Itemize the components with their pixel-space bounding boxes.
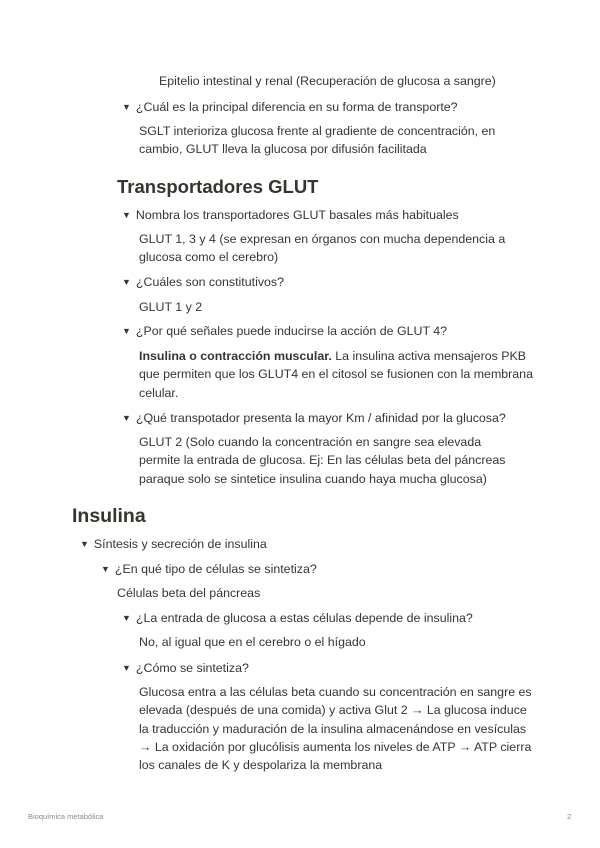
- triangle-down-icon[interactable]: ▼: [122, 326, 131, 336]
- answer-basales: GLUT 1, 3 y 4 (se expresan en órganos con mucha dependencia a glucosa como el cerebro): [139, 232, 506, 265]
- question-celulas: ¿En qué tipo de células se sintetiza?: [114, 562, 317, 576]
- answer-celulas: Células beta del páncreas: [117, 586, 261, 600]
- toggle-diferencia[interactable]: [122, 98, 458, 117]
- answer-como: Glucosa entra a las células beta cuando su concentración en sangre es elevada (después de una comida) y activa Glut 2 → La glucosa induce la traducción y maduración de la insulina almacenándose en vesículas → La oxidación por glucólisis aumenta los niveles de ATP → ATP cierra los canales de K y despolariza la membrana: [139, 685, 532, 773]
- triangle-down-icon[interactable]: ▼: [122, 210, 131, 220]
- answer-senales-rest: La insulina activa mensajeros PKB que permiten que los GLUT4 en el citosol se fusionen con la membrana celular.: [139, 349, 533, 400]
- triangle-down-icon[interactable]: ▼: [122, 102, 131, 112]
- question-diferencia: ¿Cuál es la principal diferencia en su forma de transporte?: [135, 100, 458, 114]
- answer-constitutivos: GLUT 1 y 2: [139, 300, 203, 314]
- toggle-sintesis[interactable]: [80, 535, 267, 554]
- toggle-senales[interactable]: [122, 322, 447, 341]
- text-epitelio: Epitelio intestinal y renal (Recuperación de glucosa a sangre): [159, 74, 496, 88]
- triangle-down-icon[interactable]: ▼: [80, 539, 89, 549]
- toggle-km[interactable]: [122, 409, 506, 428]
- answer-km: GLUT 2 (Solo cuando la concentración en sangre sea elevada permite la entrada de glucosa. Ej: En las células beta del páncreas paraque solo se sintetice insulina cuando haya mucha glucosa): [139, 435, 506, 486]
- triangle-down-icon[interactable]: ▼: [122, 613, 131, 623]
- answer-depende: No, al igual que en el cerebro o el hígado: [139, 635, 366, 649]
- footer-page-number: 2: [567, 812, 572, 821]
- question-basales: Nombra los transportadores GLUT basales más habituales: [135, 208, 459, 222]
- triangle-down-icon[interactable]: ▼: [122, 277, 131, 287]
- answer-senales-bold: Insulina o contracción muscular.: [139, 349, 332, 363]
- question-como: ¿Cómo se sintetiza?: [135, 661, 249, 675]
- toggle-celulas[interactable]: [101, 560, 317, 579]
- heading-insulina: Insulina: [72, 505, 146, 527]
- question-depende: ¿La entrada de glucosa a estas células depende de insulina?: [135, 611, 473, 625]
- toggle-constitutivos[interactable]: [122, 273, 284, 292]
- answer-senales: [139, 347, 534, 402]
- toggle-como[interactable]: [122, 659, 249, 678]
- toggle-depende[interactable]: [122, 609, 473, 628]
- triangle-down-icon[interactable]: ▼: [122, 663, 131, 673]
- question-senales: ¿Por qué señales puede inducirse la acción de GLUT 4?: [135, 324, 448, 338]
- heading-transportadores-glut: Transportadores GLUT: [117, 176, 319, 197]
- answer-diferencia: SGLT interioriza glucosa frente al gradiente de concentración, en cambio, GLUT lleva la glucosa por difusión facilitada: [139, 124, 496, 157]
- toggle-basales[interactable]: [122, 206, 459, 225]
- triangle-down-icon[interactable]: ▼: [122, 413, 131, 423]
- toggle-sintesis-label: Síntesis y secreción de insulina: [93, 537, 267, 551]
- question-km: ¿Qué transpotador presenta la mayor Km / afinidad por la glucosa?: [135, 411, 506, 425]
- footer-title: Bioquímica metabólica: [28, 812, 104, 821]
- triangle-down-icon[interactable]: ▼: [101, 564, 110, 574]
- question-constitutivos: ¿Cuáles son constitutivos?: [135, 275, 284, 289]
